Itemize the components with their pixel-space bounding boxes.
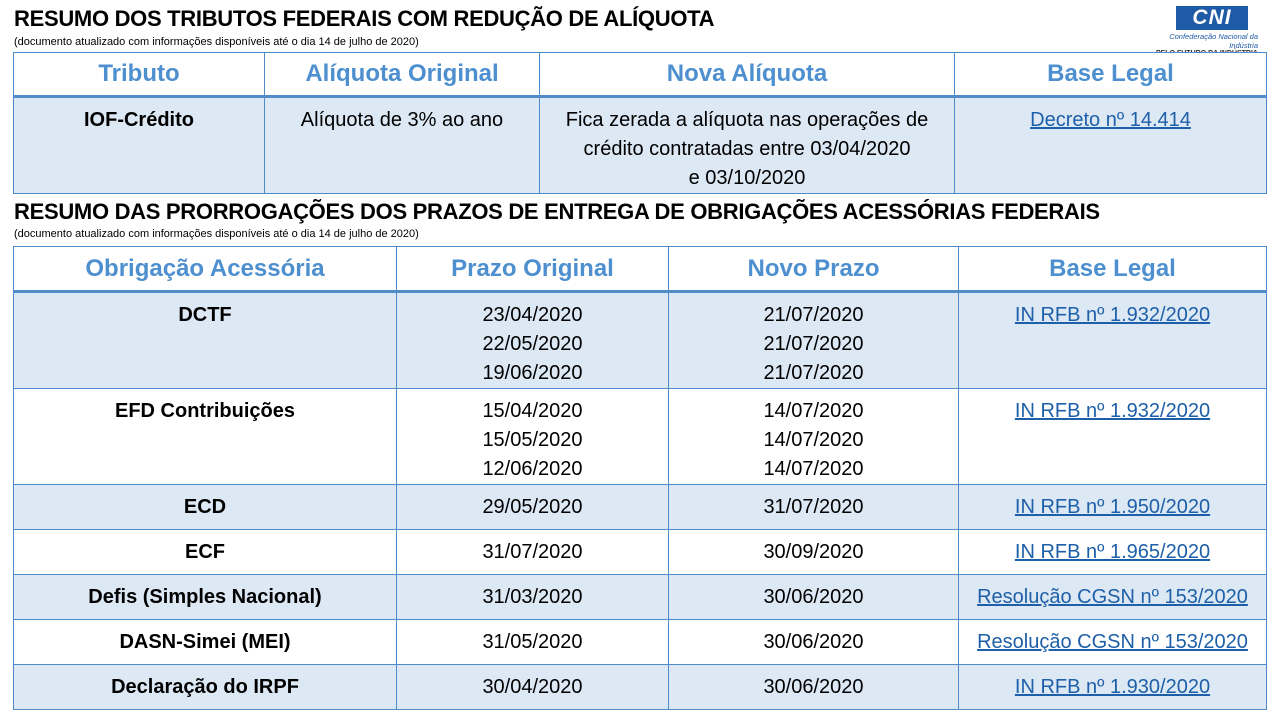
- date-line: 12/06/2020: [482, 458, 583, 480]
- base-legal-link[interactable]: Resolução CGSN nº 153/2020: [977, 586, 1248, 608]
- tributos-table: [13, 52, 1267, 194]
- obrigacao-cell: ECF: [14, 530, 397, 575]
- novo-prazo-cell: 30/06/2020: [669, 620, 959, 665]
- obrigacao-cell: EFD Contribuições: [14, 389, 397, 485]
- obrigacao-cell: Defis (Simples Nacional): [14, 575, 397, 620]
- base-legal-link[interactable]: IN RFB nº 1.950/2020: [1014, 496, 1211, 518]
- table-row: [14, 389, 1267, 485]
- date-line: 23/04/2020: [482, 304, 583, 326]
- date-line: 15/04/2020: [482, 400, 583, 422]
- section1-subtitle: (documento atualizado com informações disponíveis até o dia 14 de julho de 2020): [14, 36, 419, 48]
- table-row: [14, 620, 1267, 665]
- date-line: 19/06/2020: [482, 362, 583, 384]
- date-line: 22/05/2020: [482, 333, 583, 355]
- section2-subtitle: (documento atualizado com informações disponíveis até o dia 14 de julho de 2020): [14, 228, 419, 240]
- base-legal-cell: [959, 575, 1267, 620]
- base-legal-link[interactable]: Resolução CGSN nº 153/2020: [977, 631, 1248, 653]
- cni-logo-mark: CNI: [1176, 6, 1248, 30]
- prazo-original-cell: [397, 389, 669, 485]
- header-tributo: Tributo: [14, 53, 265, 97]
- aliquota-original-cell: Alíquota de 3% ao ano: [265, 97, 540, 194]
- obrigacao-cell: ECD: [14, 485, 397, 530]
- base-legal-link[interactable]: Decreto nº 14.414: [1030, 109, 1191, 131]
- obrigacao-cell: Declaração do IRPF: [14, 665, 397, 710]
- date-line: 21/07/2020: [763, 362, 864, 384]
- nova-aliquota-line: crédito contratadas entre 03/04/2020: [583, 138, 911, 160]
- prazo-original-cell: [397, 292, 669, 389]
- base-legal-cell: [959, 620, 1267, 665]
- table-row: [14, 665, 1267, 710]
- base-legal-cell: [959, 389, 1267, 485]
- base-legal-cell: [959, 292, 1267, 389]
- header-novo-prazo: Novo Prazo: [669, 247, 959, 292]
- header-nova-aliquota: Nova Alíquota: [540, 53, 955, 97]
- header-obrigacao: Obrigação Acessória: [14, 247, 397, 292]
- date-line: 14/07/2020: [763, 400, 864, 422]
- obrigacoes-table: [13, 246, 1267, 710]
- novo-prazo-cell: 30/06/2020: [669, 665, 959, 710]
- date-line: 14/07/2020: [763, 429, 864, 451]
- prazo-original-cell: 31/05/2020: [397, 620, 669, 665]
- header-base-legal: Base Legal: [959, 247, 1267, 292]
- table-row: [14, 530, 1267, 575]
- nova-aliquota-line: e 03/10/2020: [688, 167, 806, 189]
- section1-title: RESUMO DOS TRIBUTOS FEDERAIS COM REDUÇÃO DE ALÍQUOTA: [14, 6, 715, 31]
- novo-prazo-cell: 31/07/2020: [669, 485, 959, 530]
- base-legal-link[interactable]: IN RFB nº 1.965/2020: [1014, 541, 1211, 563]
- prazo-original-cell: 29/05/2020: [397, 485, 669, 530]
- base-legal-link[interactable]: IN RFB nº 1.930/2020: [1014, 676, 1211, 698]
- base-legal-link[interactable]: IN RFB nº 1.932/2020: [1014, 400, 1211, 422]
- table-row: [14, 575, 1267, 620]
- header-prazo-original: Prazo Original: [397, 247, 669, 292]
- nova-aliquota-line: Fica zerada a alíquota nas operações de: [565, 109, 929, 131]
- obrigacao-cell: DCTF: [14, 292, 397, 389]
- novo-prazo-cell: [669, 389, 959, 485]
- prazo-original-cell: 31/07/2020: [397, 530, 669, 575]
- tributo-cell: IOF-Crédito: [14, 97, 265, 194]
- base-legal-link[interactable]: IN RFB nº 1.932/2020: [1014, 304, 1211, 326]
- base-legal-cell: [959, 665, 1267, 710]
- table-row: [14, 97, 1267, 194]
- date-line: 21/07/2020: [763, 333, 864, 355]
- cni-logo: [1148, 6, 1258, 52]
- novo-prazo-cell: 30/09/2020: [669, 530, 959, 575]
- novo-prazo-cell: [669, 292, 959, 389]
- header-base-legal: Base Legal: [955, 53, 1267, 97]
- header-aliquota-original: Alíquota Original: [265, 53, 540, 97]
- section2-title: RESUMO DAS PRORROGAÇÕES DOS PRAZOS DE ENTREGA DE OBRIGAÇÕES ACESSÓRIAS FEDERAIS: [14, 199, 1100, 224]
- base-legal-cell: [959, 530, 1267, 575]
- base-legal-cell: [959, 485, 1267, 530]
- base-legal-cell: [955, 97, 1267, 194]
- date-line: 15/05/2020: [482, 429, 583, 451]
- cni-logo-name: Confederação Nacional da Indústria: [1169, 32, 1258, 50]
- date-line: 21/07/2020: [763, 304, 864, 326]
- obrigacao-cell: DASN-Simei (MEI): [14, 620, 397, 665]
- date-line: 14/07/2020: [763, 458, 864, 480]
- table-row: [14, 485, 1267, 530]
- prazo-original-cell: 30/04/2020: [397, 665, 669, 710]
- novo-prazo-cell: 30/06/2020: [669, 575, 959, 620]
- prazo-original-cell: 31/03/2020: [397, 575, 669, 620]
- table-row: [14, 292, 1267, 389]
- nova-aliquota-cell: [540, 97, 955, 194]
